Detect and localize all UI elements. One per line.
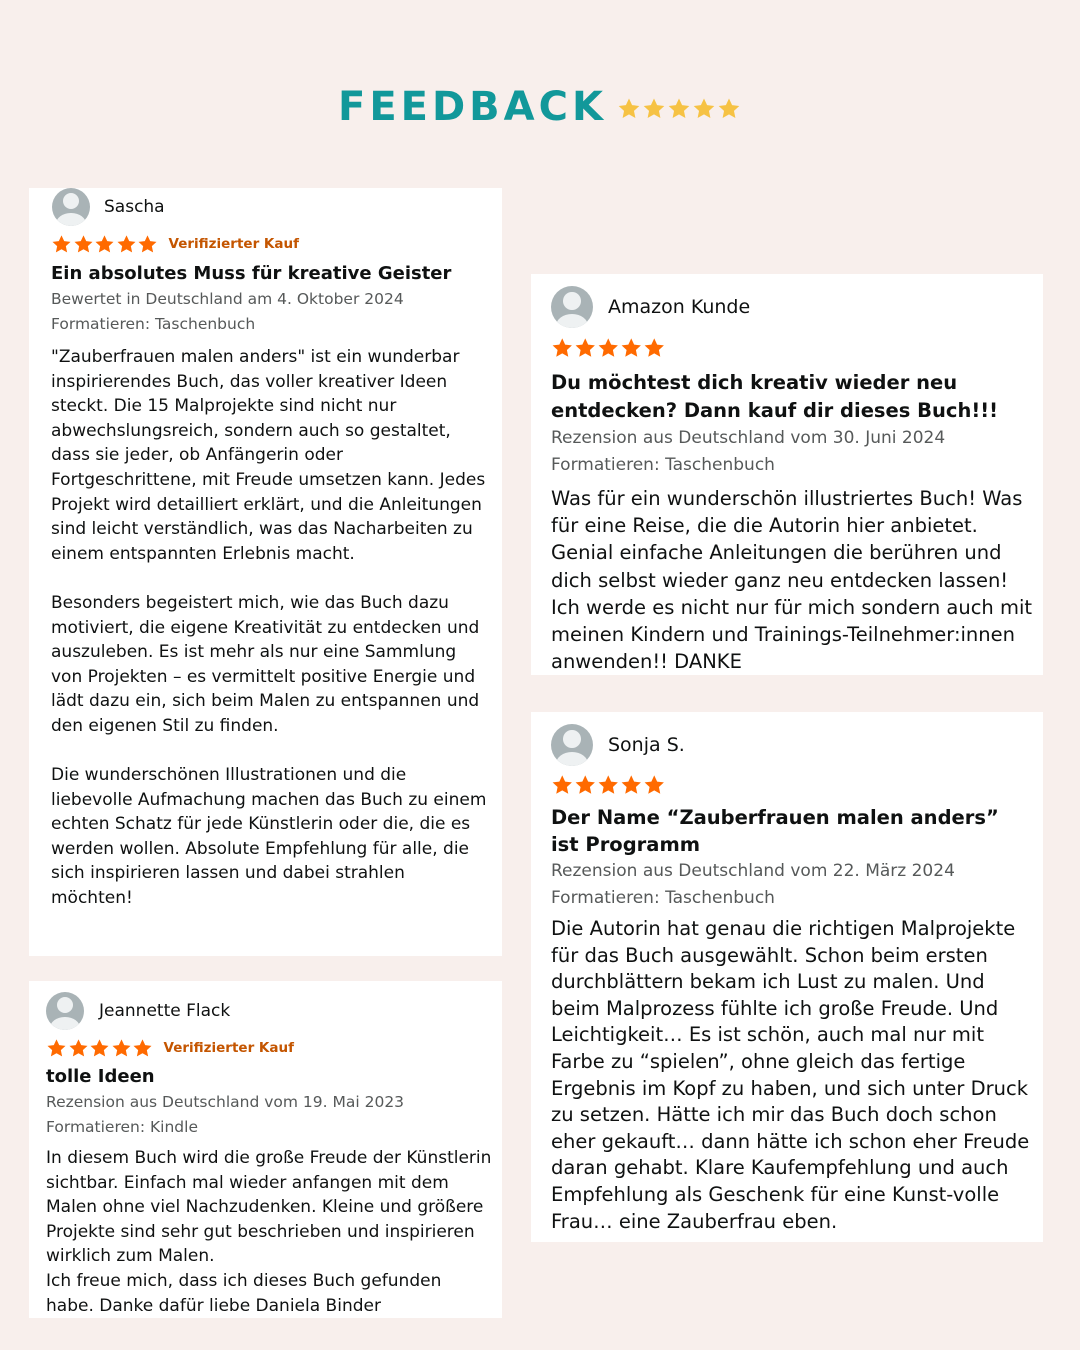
star-icon — [51, 234, 72, 255]
star-icon — [137, 234, 158, 255]
review-card-amazon-kunde — [531, 274, 1043, 675]
star-icon — [94, 234, 115, 255]
review-format[interactable]: Formatieren: Taschenbuch — [551, 455, 775, 475]
reviewer — [551, 274, 1033, 328]
rating-stars — [551, 774, 666, 797]
rating-row — [51, 231, 492, 257]
review-title[interactable]: tolle Ideen — [46, 1066, 155, 1087]
reviewer-name[interactable]: Amazon Kunde — [608, 296, 751, 318]
review-body: In diesem Buch wird die große Freude der Künstlerin sichtbar. Einfach mal wieder anfangen mit dem Malen ohne viel Nachzudenken. Kleine und größere Projekte sind sehr gut beschrieben und inspirieren wirklich zum Malen. Ich freue mich, dass ich dieses Buch gefunden habe. Danke dafür liebe Daniela Binder — [46, 1148, 492, 1316]
star-icon — [574, 774, 597, 797]
avatar-icon — [551, 286, 593, 328]
review-format[interactable]: Formatieren: Kindle — [46, 1118, 198, 1136]
rating-row — [551, 335, 1033, 361]
star-icon — [692, 97, 716, 121]
review-body: Was für ein wunderschön illustriertes Buch! Was für eine Reise, die die Autorin hier anbietet. Genial einfache Anleitungen die berühren und dich selbst wieder ganz neu entdecken lassen! Ich werde es nicht nur für mich sondern auch mit meinen Kindern und Trainings-Teilnehmer:innen anwenden!! DANKE — [551, 487, 1033, 674]
star-icon — [116, 234, 137, 255]
star-icon — [89, 1038, 110, 1059]
star-icon — [46, 1038, 67, 1059]
star-icon — [574, 337, 597, 360]
review-body: "Zauberfrauen malen anders" ist ein wunderbar inspirierendes Buch, das voller kreativer Ideen steckt. Die 15 Malprojekte sind nicht nur abwechslungsreich, sondern auch so gestaltet, dass sie jeder, ob Anfängerin oder Fortgeschrittene, mit Freude umsetzen kann. Jedes Projekt wird detailliert erklärt, und die Anleitungen sind leicht verständlich, was das Nacharbeiten zu einem entspannten Erlebnis macht. Besonders begeistert mich, wie das Buch dazu motiviert, die eigene Kreativität zu entdecken und auszuleben. Es ist mehr als nur eine Sammlung von Projekten – es vermittelt positive Energie und lädt dazu ein, sich beim Malen zu entspannen und den eigenen Stil zu finden. Die wunderschönen Illustrationen und die liebevolle Aufmachung machen das Buch zu einem echten Schatz für jede Künstlerin oder die, die es werden wollen. Absolute Empfehlung für alle, die sich inspirieren lassen und dabei strahlen möchten! — [51, 347, 487, 909]
star-icon — [73, 234, 94, 255]
review-card-sonja — [531, 712, 1043, 1242]
header — [0, 84, 1080, 130]
header-stars — [617, 97, 742, 121]
star-icon — [597, 774, 620, 797]
star-icon — [551, 774, 574, 797]
review-title[interactable]: Du möchtest dich kreativ wieder neu entdecken? Dann kauf dir dieses Buch!!! — [551, 371, 999, 422]
reviewer — [51, 188, 492, 226]
star-icon — [667, 97, 691, 121]
verified-badge: Verifizierter Kauf — [163, 1040, 294, 1056]
review-date: Rezension aus Deutschland vom 22. März 2024 — [551, 861, 955, 881]
page-title: FEEDBACK — [338, 84, 607, 130]
verified-badge: Verifizierter Kauf — [168, 236, 299, 252]
review-body: Die Autorin hat genau die richtigen Malprojekte für das Buch ausgewählt. Schon beim ersten durchblättern bekam ich Lust zu malen. Und beim Malprozess fühlte ich große Freude. Und Leichtigkeit… Es ist schön, auch mal nur mit Farbe zu “spielen”, ohne gleich das fertige Ergebnis im Kopf zu haben, und sich unter Druck zu setzen. Hätte ich mir das Buch doch schon eher gekauft… dann hätte ich schon eher Freude daran gehabt. Klare Kaufempfehlung und auch Empfehlung als Geschenk für eine Kunst-volle Frau… eine Zauberfrau eben. — [551, 917, 1030, 1233]
star-icon — [597, 337, 620, 360]
rating-stars — [46, 1038, 154, 1059]
rating-stars — [551, 337, 666, 360]
star-icon — [620, 774, 643, 797]
avatar-icon — [551, 724, 593, 766]
avatar-icon — [46, 992, 84, 1030]
star-icon — [642, 97, 666, 121]
star-icon — [617, 97, 641, 121]
avatar-icon — [52, 188, 90, 226]
review-date: Rezension aus Deutschland vom 30. Juni 2024 — [551, 428, 946, 448]
reviewer-name[interactable]: Sonja S. — [608, 734, 685, 756]
reviewer-name[interactable]: Sascha — [104, 197, 165, 217]
rating-row — [46, 1035, 492, 1061]
star-icon — [68, 1038, 89, 1059]
star-icon — [551, 337, 574, 360]
review-date: Rezension aus Deutschland vom 19. Mai 2023 — [46, 1093, 405, 1111]
reviewer — [46, 981, 492, 1030]
rating-row — [551, 772, 1033, 798]
reviewer — [551, 712, 1033, 766]
star-icon — [111, 1038, 132, 1059]
star-icon — [717, 97, 741, 121]
rating-stars — [51, 234, 159, 255]
review-card-sascha — [29, 188, 502, 956]
reviewer-name[interactable]: Jeannette Flack — [99, 1001, 231, 1021]
star-icon — [643, 774, 666, 797]
review-card-jeannette — [29, 981, 502, 1318]
star-icon — [132, 1038, 153, 1059]
star-icon — [643, 337, 666, 360]
review-format[interactable]: Formatieren: Taschenbuch — [551, 888, 775, 908]
review-title[interactable]: Der Name “Zauberfrauen malen anders” ist Programm — [551, 806, 999, 856]
review-date: Bewertet in Deutschland am 4. Oktober 2024 — [51, 290, 404, 308]
review-title[interactable]: Ein absolutes Muss für kreative Geister — [51, 263, 452, 284]
star-icon — [620, 337, 643, 360]
review-format[interactable]: Formatieren: Taschenbuch — [51, 315, 256, 333]
